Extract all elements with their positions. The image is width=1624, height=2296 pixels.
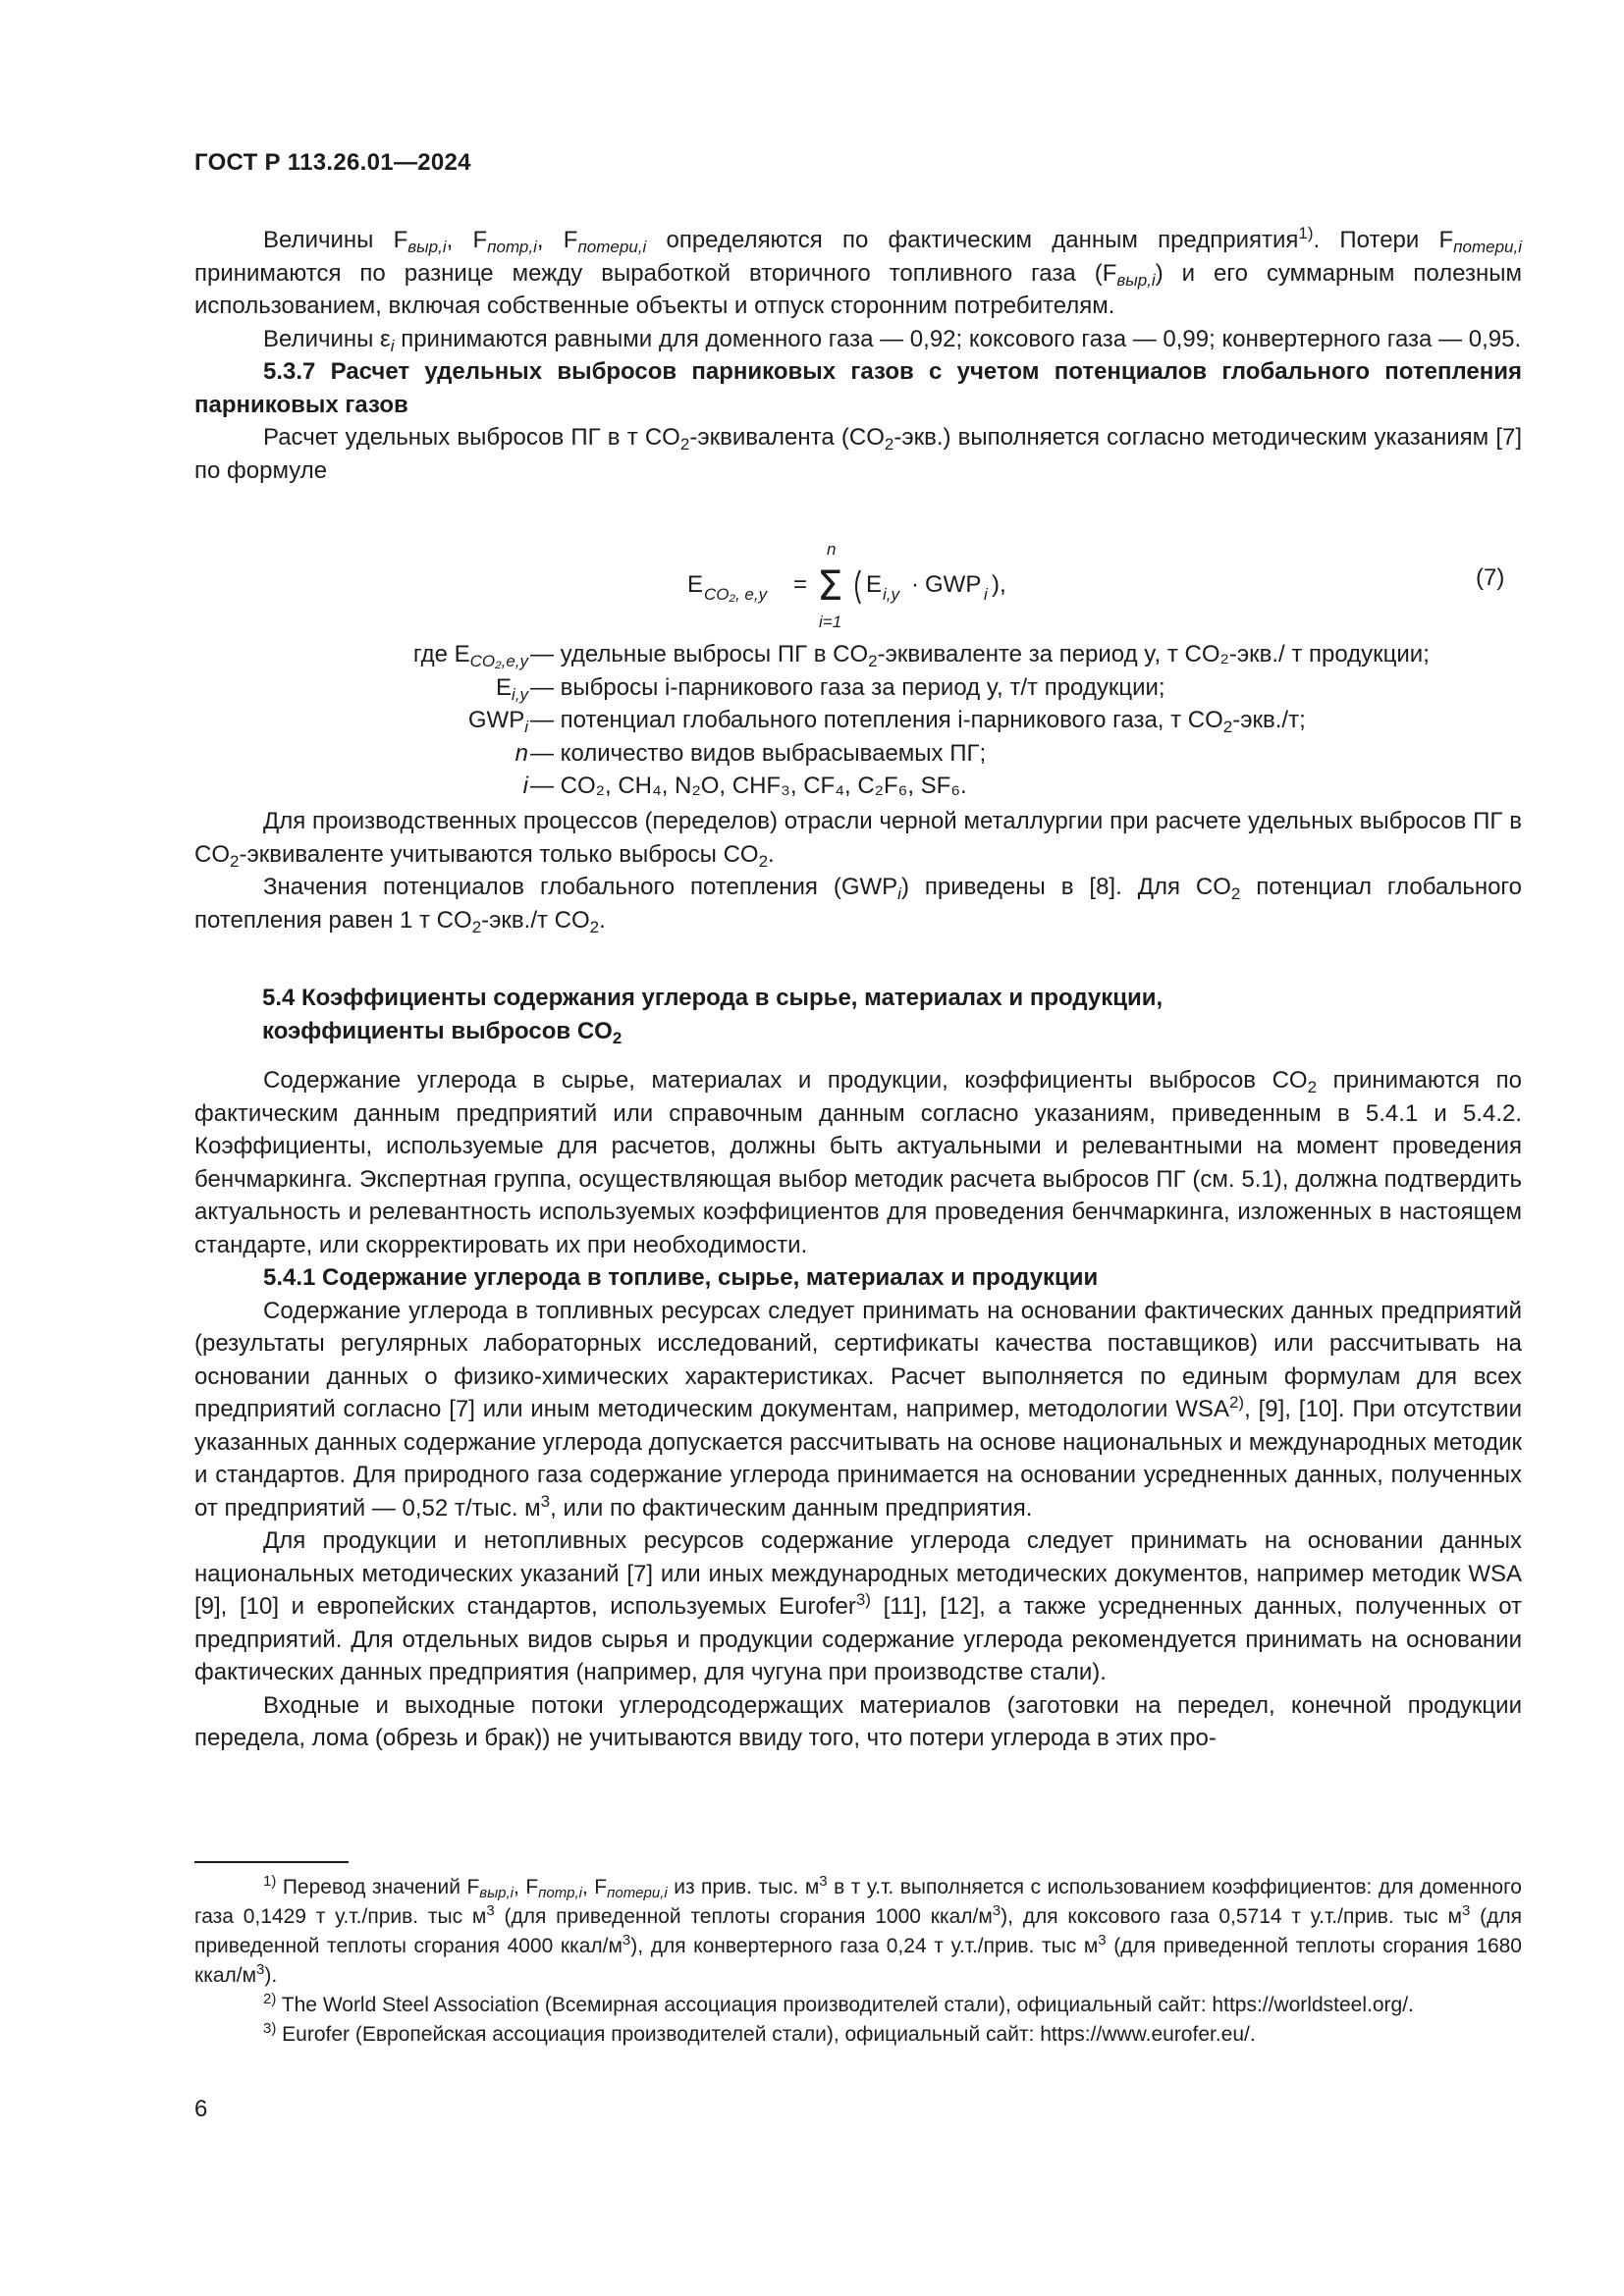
footnote-ref-2[interactable]: 2) (1228, 1393, 1245, 1412)
section-5-3-7-paragraph: Расчет удельных выбросов ПГ в т $CO_2$-эквивалента $(CO_2-экв.)$ выполняется согласно методическим указаниям [7] по формуле (194, 424, 1522, 484)
formula-end: ), (992, 571, 1006, 598)
section-5-4-1-heading: 5.4.1 Содержание углерода в топливе, сырье, материалах и продукции (263, 1264, 1099, 1291)
footnote-3-text[interactable]: Eurofer (Европейская ассоциация производителей стали), официальный сайт: https://www.eurofer.eu/. (276, 2023, 1256, 2046)
legend-row: i — CO₂, CH₄, N₂O, CHF₃, CF₄, C₂F₆, SF₆. (522, 773, 967, 799)
footnote-1: $^{1)}$ Перевод значений $F_{выр,i}$, $F_{потр,i}$, $F_{потери,i}$ из прив. тыс. $м^3$ в т у.т. выполняется с использованием коэффициентов: для доменного газа 0,1429 т у.т./прив. тыс $м^3$ (для приведенной теплоты сгорания 1000 ккал/$м^3$), для коксового газа 0,5714 т у.т./прив. тыс $м^3$ (для приведенной теплоты сгорания 4000 ккал/$м^3$), для конвертерного газа 0,24 т у.т./прив. тыс $м^3$ (для приведенной теплоты сгорания 1680 ккал/$м^3$). (194, 1873, 1522, 1987)
formula-number: (7) (1476, 564, 1505, 591)
footnote-3: $^{3)}$ Eurofer (Европейская ассоциация производителей стали), официальный сайт: https://www.eurofer.eu/. (263, 2020, 1256, 2046)
formula-gwp: GWP (925, 571, 982, 598)
formula-left-paren (856, 570, 860, 604)
section-5-4-paragraph: Содержание углерода в сырье, материалах и продукции, коэффициенты выбросов $CO_2$ принимаются по фактическим данным предприятий или справочным данным согласно указаниям, приведенным в 5.4.1 и 5.4.2. Коэффициенты, используемые для расчетов, должны быть актуальными и релевантными на момент проведения бенчмаркинга. Экспертная группа, осуществляющая выбор методик расчета выбросов ПГ (см. 5.1), должна подтвердить актуальность и релевантность используемых коэффициентов для проведения бенчмаркинга, изложенных в настоящем стандарте, или скорректировать их при необходимости. (194, 1067, 1522, 1258)
section-5-4-body (194, 1064, 1522, 1755)
section-5-4-1-paragraph-1: Содержание углерода в топливных ресурсах следует принимать на основании фактических данных предприятий (результаты регулярных лабораторных исследований, сертификаты качества поставщиков) или рассчитывать на основании данных о физико-химических характеристиках. Расчет выполняется по единым формулам для всех предприятий согласно [7] или иным методическим документам, например, методологии WSA$^{2)}$, [9], [10]. При отсутствии указанных данных содержание углерода допускается рассчитывать на основе национальных и международных методик и стандартов. Для природного газа содержание углерода принимается на основании усредненных данных, полученных от предприятий — 0,52 т/тыс. $м^3$, или по фактическим данным предприятия. (194, 1297, 1522, 1522)
legend-row: $GWP_i$ — потенциал глобального потепления i-парникового газа, т $CO_2-экв./т$; (467, 707, 1306, 736)
legend-row: n — количество видов выбрасываемых ПГ; (514, 739, 987, 767)
after-legend-paragraph-1: Для производственных процессов (переделов) отрасли черной металлургии при расчете удельных выбросов ПГ в $CO_2$-эквиваленте учитываются только выбросы $CO_2$. (194, 808, 1522, 871)
standard-header: ГОСТ Р 113.26.01—2024 (194, 149, 471, 176)
intro-block (194, 224, 1522, 487)
formula-lhs: E (687, 571, 704, 598)
formula-equals: = (793, 571, 808, 598)
section-5-4-1-paragraph-2: Для продукции и нетопливных ресурсов содержание углерода следует принимать на основании данных национальных методических указаний [7] или иных международных методических документов, например методик WSA [9], [10] и европейских стандартов, используемых Eurofer$^{3)}$ [11], [12], а также усредненных данных, полученных от предприятий. Для отдельных видов сырья и продукции содержание углерода рекомендуется принимать на основании фактических данных предприятия (например, для чугуна при производстве стали). (194, 1527, 1523, 1685)
footnote-2: $^{2)}$ The World Steel Association (Всемирная ассоциация производителей стали), официальный сайт: https://worldsteel.org/. (263, 1991, 1414, 2016)
intro-paragraph-1: Величины $F_{выр,i}$, $F_{потр,i}$, $F_{потери,i}$ определяются по фактическим данным предприятия$^{1)}$. Потери $F_{потери,i}$ принимаются по разнице между выработкой вторичного топливного газа $(F_{выр,i})$ и его суммарным полезным использованием, включая собственные объекты и отпуск сторонним потребителям. (194, 224, 1523, 319)
footnotes (194, 1873, 1522, 2050)
formula-sum-sign: Σ (817, 561, 843, 610)
intro-paragraph-2: Величины $\varepsilon_i$ принимаются равными для доменного газа — 0,92; коксового газа — 0,99; конвертерного газа — 0,95. (263, 325, 1522, 355)
legend-row: где $E_{CO_2,e,y}$ — удельные выбросы ПГ в $CO_2$-эквиваленте за период y, т CO₂-экв./ т продукции; (412, 641, 1430, 670)
formula-term-e: E (866, 571, 883, 598)
footnote-ref-3[interactable]: 3) (855, 1590, 871, 1609)
formula-legend (194, 638, 1522, 803)
formula-gwp-subscript: i (984, 585, 988, 604)
after-legend-paragraph-2: Значения потенциалов глобального потепления $(GWP_i)$ приведены в [8]. Для $CO_2$ потенциал глобального потепления равен 1 т $CO_2-экв./т$ $CO_2$. (194, 874, 1522, 936)
after-legend-block (194, 805, 1522, 936)
formula-dot: · (911, 571, 919, 598)
section-5-4-1-paragraph-3: Входные и выходные потоки углеродсодержащих материалов (заготовки на передел, конечной продукции передела, лома (обрезь и брак)) не учитываются ввиду того, что потери углерода в этих про- (194, 1691, 1522, 1751)
formula-sum-upper: n (827, 540, 837, 559)
footnote-2-text[interactable]: The World Steel Association (Всемирная ассоциация производителей стали), официальный сайт: https://worldsteel.org/. (276, 1994, 1414, 2016)
formula-lhs-subscript: CO₂, e,y (704, 585, 768, 604)
page-number: 6 (194, 2096, 208, 2122)
footnote-separator (194, 1861, 349, 1863)
section-5-3-7-heading: 5.3.7 Расчет удельных выбросов парниковых газов с учетом потенциалов глобального потепления парниковых газов (194, 358, 1522, 418)
formula-term-e-subscript: i,y (883, 585, 899, 604)
footnote-ref-1[interactable]: 1) (1298, 224, 1314, 242)
formula-sum-lower: i=1 (819, 613, 842, 631)
formula-7 (687, 535, 1522, 643)
section-5-4-heading: 5.4 Коэффициенты содержания углерода в сырье, материалах и продукции, коэффициенты выбросов $CO_2$ (262, 985, 1164, 1047)
legend-row: $E_{i,y}$ — выбросы i-парникового газа за период y, т/т продукции; (495, 673, 1165, 704)
